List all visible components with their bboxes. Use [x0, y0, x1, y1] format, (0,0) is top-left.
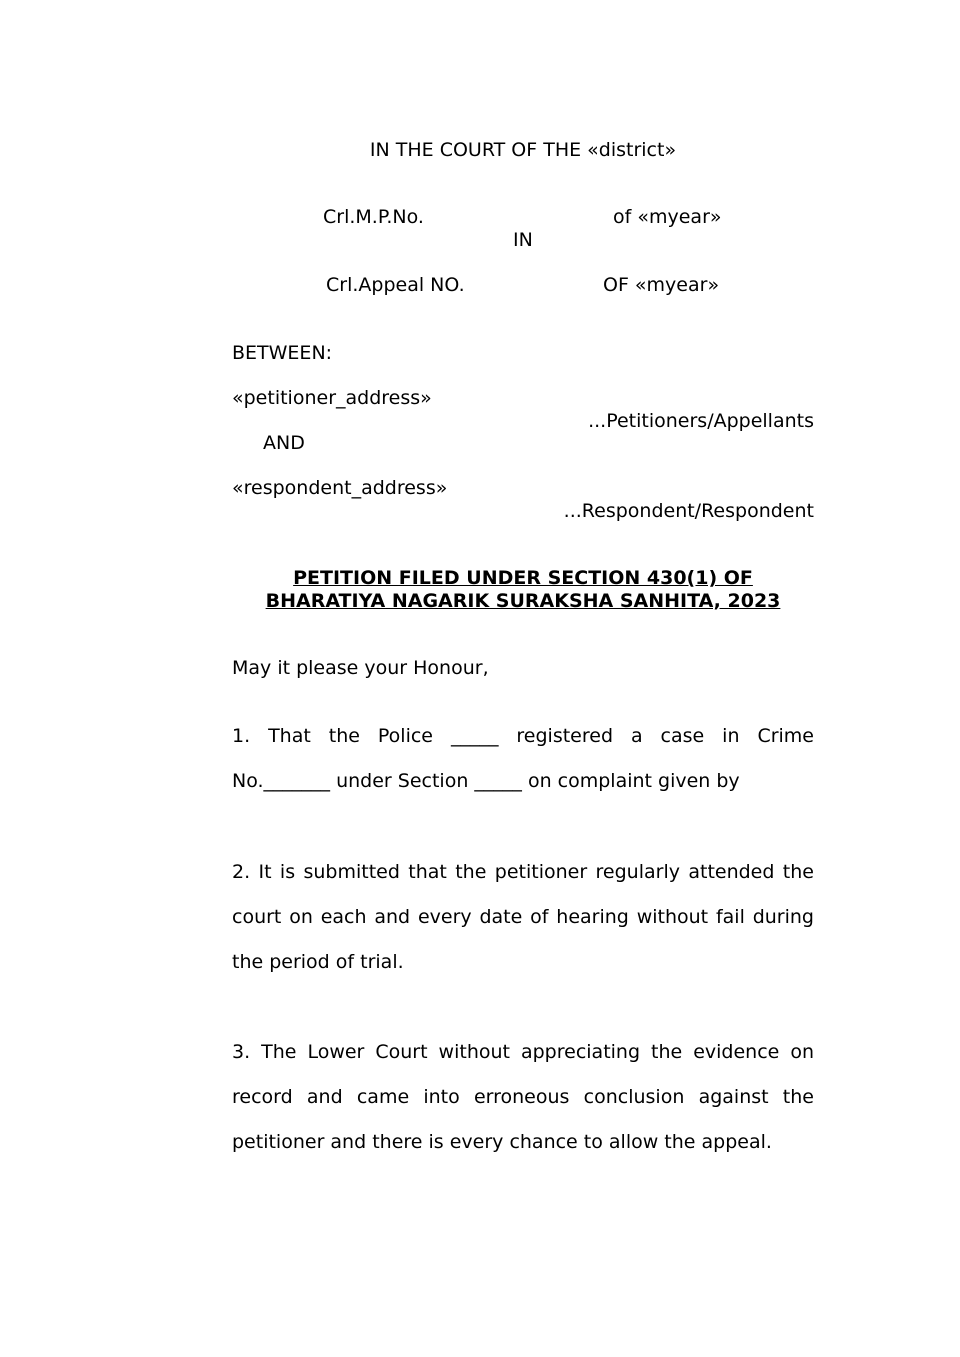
paragraph-3: [232, 1030, 814, 1165]
paragraph-1-line-2: No._______ under Section _____ on complaint given by: [232, 770, 740, 792]
petition-heading-line-2: BHARATIYA NAGARIK SURAKSHA SANHITA, 2023: [265, 590, 781, 612]
petitioner-role: ...Petitioners/Appellants: [588, 410, 814, 432]
in-label: IN: [513, 229, 533, 251]
petitioner-address: «petitioner_address»: [232, 387, 432, 409]
between-label: BETWEEN:: [232, 342, 333, 364]
paragraph-1-line-1: 1. That the Police _____ registered a case in Crime: [232, 725, 814, 747]
petition-heading-line-1: PETITION FILED UNDER SECTION 430(1) OF: [293, 567, 753, 589]
crl-mp-label: Crl.M.P.No.: [323, 206, 424, 228]
salutation: May it please your Honour,: [232, 657, 489, 679]
paragraph-2: [232, 850, 814, 985]
respondent-address: «respondent_address»: [232, 477, 448, 499]
paragraph-3-line-1: 3. The Lower Court without appreciating the evidence on: [232, 1041, 814, 1063]
paragraph-3-line-3: petitioner and there is every chance to allow the appeal.: [232, 1131, 772, 1153]
crl-appeal-label: Crl.Appeal NO.: [326, 274, 465, 296]
paragraph-3-line-2: record and came into erroneous conclusion against the: [232, 1086, 814, 1108]
paragraph-2-line-1: 2. It is submitted that the petitioner regularly attended the: [232, 861, 814, 883]
petition-heading: [232, 567, 814, 613]
paragraph-2-line-2: court on each and every date of hearing without fail during: [232, 906, 814, 928]
paragraph-2-line-3: the period of trial.: [232, 951, 404, 973]
paragraph-1: [232, 714, 814, 804]
crl-mp-year: of «myear»: [613, 206, 722, 228]
court-title: IN THE COURT OF THE «district»: [369, 139, 677, 161]
crl-appeal-year: OF «myear»: [603, 274, 720, 296]
and-label: AND: [263, 432, 305, 454]
respondent-role: ...Respondent/Respondent: [563, 500, 814, 522]
